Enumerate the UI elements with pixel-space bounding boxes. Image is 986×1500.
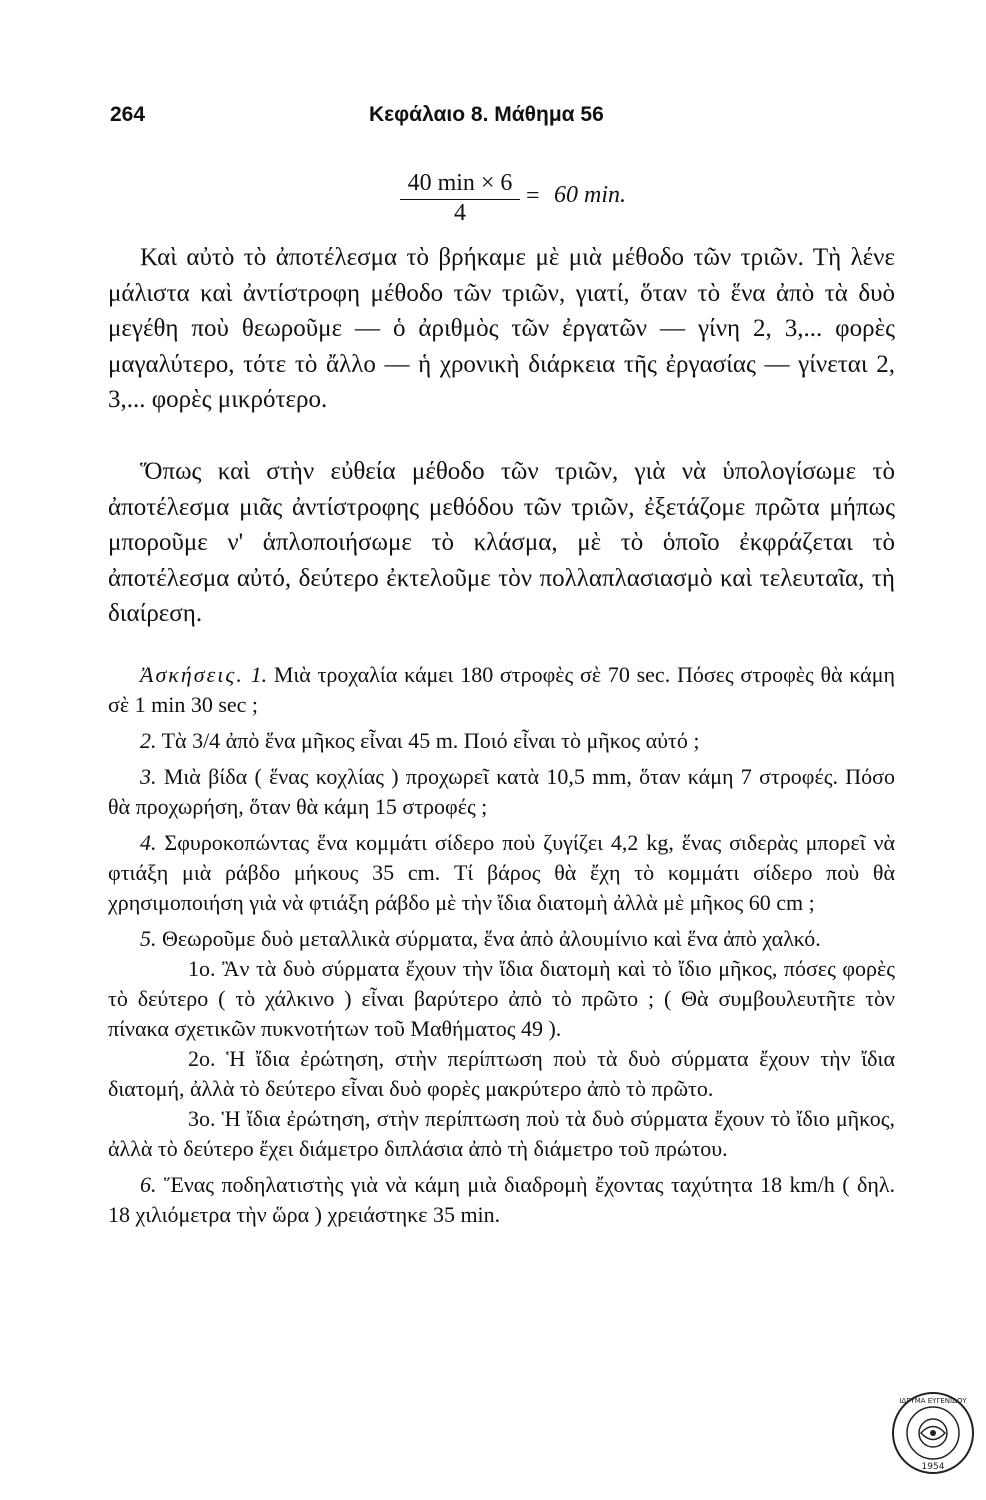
exercise-5 <box>108 924 895 954</box>
page-number: 264 <box>110 103 146 126</box>
fraction <box>400 170 520 227</box>
exercise-1 <box>108 660 895 720</box>
paragraph-1: Καὶ αὐτὸ τὸ ἀποτέλεσμα τὸ βρήκαμε μὲ μιὰ μέθοδο τῶν τριῶν. Τὴ λένε μάλιστα καὶ ἀντίστροφη μέθοδο τῶν τριῶν, γιατί, ὅταν τὸ ἕνα ἀπὸ τὰ δυὸ μεγέθη ποὺ θεωροῦμε — ὁ ἀριθμὸς τῶν ἐργατῶν — γίνη 2, 3,... φορὲς μαγαλύτερο, τότε τὸ ἄλλο — ἡ χρονικὴ διάρκεια τῆς ἐργασίας — γίνεται 2, 3,... φορὲς μικρότερο. <box>108 244 895 413</box>
svg-text:ΙΔΡΥΜΑ ΕΥΓΕΝΙΔΟΥ: ΙΔΡΥΜΑ ΕΥΓΕΝΙΔΟΥ <box>899 1397 967 1405</box>
exercise-number: 3. <box>140 764 157 789</box>
exercise-number: 6. <box>140 1172 157 1197</box>
formula <box>400 170 700 240</box>
exercise-text: Ἕνας ποδηλατιστὴς γιὰ νὰ κάμη μιὰ διαδρομὴ ἔχοντας ταχύτητα 18 km/h ( δηλ. 18 χιλιόμετρα τὴν ὥρα ) χρειάστηκε 35 min. <box>108 1172 896 1227</box>
page-header <box>0 103 986 133</box>
exercise-text: Μιὰ τροχαλία κάμει 180 στροφὲς σὲ 70 sec. Πόσες στροφὲς θὰ κάμη σὲ 1 min 30 sec ; <box>108 662 895 717</box>
foundation-seal-icon <box>890 1390 976 1476</box>
exercise-2 <box>108 726 895 756</box>
exercise-5-sub-1: 1ο. Ἂν τὰ δυὸ σύρματα ἔχουν τὴν ἴδια διατομὴ καὶ τὸ ἴδιο μῆκος, πόσες φορὲς τὸ δεύτερο ( τὸ χάλκινο ) εἶναι βαρύτερο ἀπὸ τὸ πρῶτο ; ( Θὰ συμβουλευτῆτε τὸν πίνακα σχετικῶν πυκνοτήτων τοῦ Μαθήματος 49 ). <box>108 956 895 1041</box>
exercise-number: 1. <box>250 662 268 687</box>
exercise-text: Σφυροκοπώντας ἕνα κομμάτι σίδερο ποὺ ζυγίζει 4,2 kg, ἕνας σιδερὰς μπορεῖ νὰ φτιάξη μιὰ ράβδο μήκους 35 cm. Τί βάρος θὰ ἔχη τὸ κομμάτι σίδερο ποὺ θὰ χρησιμοποιήση γιὰ νὰ φτιάξη ράβδο μὲ τὴν ἴδια διατομὴ ἀλλὰ μὲ μῆκος 60 cm ; <box>108 830 896 915</box>
exercise-number: 4. <box>140 830 157 855</box>
running-title: Κεφάλαιο 8. Μάθημα 56 <box>369 103 604 126</box>
exercise-5-sub-2: 2ο. Ἡ ἴδια ἐρώτηση, στὴν περίπτωση ποὺ τὰ δυὸ σύρματα ἔχουν τὴν ἴδια διατομή, ἀλλὰ τὸ δεύτερο εἶναι δυὸ φορὲς μακρύτερο ἀπὸ τὸ πρῶτο. <box>108 1046 895 1101</box>
exercise-6 <box>108 1170 895 1230</box>
svg-text:1954: 1954 <box>921 1462 945 1472</box>
exercises-heading: Ἀσκήσεις. <box>140 662 244 687</box>
formula-result: 60 min. <box>554 182 626 208</box>
exercise-number: 2. <box>140 728 157 753</box>
exercise-text: Θεωροῦμε δυὸ μεταλλικὰ σύρματα, ἕνα ἀπὸ ἀλουμίνιο καὶ ἕνα ἀπὸ χαλκό. <box>162 926 821 951</box>
exercises-section <box>108 660 895 1236</box>
equals-sign: = <box>526 183 540 209</box>
fraction-numerator: 40 min × 6 <box>400 170 520 200</box>
fraction-denominator: 4 <box>454 200 466 226</box>
exercise-text: Μιὰ βίδα ( ἕνας κοχλίας ) προχωρεῖ κατὰ 10,5 mm, ὅταν κάμη 7 στροφές. Πόσο θὰ προχωρήση, ὅταν θὰ κάμη 15 στροφές ; <box>108 764 895 819</box>
exercise-4 <box>108 828 895 918</box>
exercise-3 <box>108 762 895 822</box>
exercise-5-sub-3: 3ο. Ἡ ἴδια ἐρώτηση, στὴν περίπτωση ποὺ τὰ δυὸ σύρματα ἔχουν τὸ ἴδιο μῆκος, ἀλλὰ τὸ δεύτερο ἔχει διάμετρο διπλάσια ἀπὸ τὴ διάμετρο τοῦ πρώτου. <box>108 1106 895 1161</box>
exercise-number: 5. <box>140 926 157 951</box>
paragraph-2: Ὅπως καὶ στὴν εὐθεία μέθοδο τῶν τριῶν, γιὰ νὰ ὑπολογίσωμε τὸ ἀποτέλεσμα μιᾶς ἀντίστροφης μεθόδου τῶν τριῶν, ἐξετάζομε πρῶτα μήπως μποροῦμε ν' ἁπλοποιήσωμε τὸ κλάσμα, μὲ τὸ ὁποῖο ἐκφράζεται τὸ ἀποτέλεσμα αὐτό, δεύτερο ἐκτελοῦμε τὸν πολλαπλασιασμὸ καὶ τελευταῖα, τὴ διαίρεση. <box>108 458 895 627</box>
exercise-text: Τὰ 3/4 ἀπὸ ἕνα μῆκος εἶναι 45 m. Ποιό εἶναι τὸ μῆκος αὐτό ; <box>161 728 700 753</box>
